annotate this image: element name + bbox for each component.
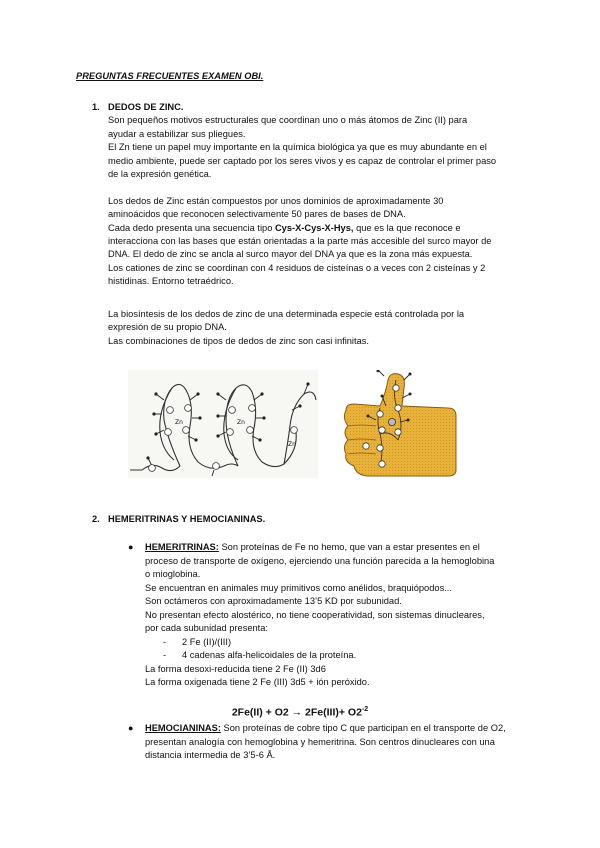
hemeritrinas-line: por cada subunidad presenta:	[145, 623, 269, 633]
zn-label: Zn	[237, 419, 245, 426]
reaction-equation	[0, 706, 600, 719]
section-2-heading: HEMERITRINAS Y HEMOCIANINAS.	[108, 514, 266, 524]
hemocianinas-first-line	[145, 722, 506, 735]
hemeritrinas-line: Son octámeros con aproximadamente 13’5 KD por subunidad.	[145, 596, 402, 606]
s1-p2-line: interacciona con las bases que están orientadas a la parte más accesible del surco mayor de	[108, 236, 492, 246]
s1-p1-line: de la expresión genética.	[108, 169, 212, 179]
section-2-number: 2.	[92, 514, 100, 524]
s1-p3-line: Las combinaciones de tipos de dedos de zinc son casi infinitas.	[108, 336, 369, 346]
s1-p3-line: expresión de su propio DNA.	[108, 322, 227, 332]
s1-p1-line: ayudar a estabilizar sus pliegues.	[108, 129, 246, 139]
hemocianinas-label: HEMOCIANINAS:	[145, 723, 221, 733]
equation-superscript: -2	[361, 706, 369, 713]
s1-p2-line: Los cationes de zinc se coordinan con 4 residuos de cisteínas o a veces con 2 cisteínas y 2	[108, 263, 486, 273]
zinc-finger-diagram	[128, 370, 318, 478]
hemeritrinas-after-line: La forma oxigenada tiene 2 Fe (III) 3d5 + ión peróxido.	[145, 677, 370, 687]
hemeritrinas-line: proceso de transporte de oxígeno, ejerciendo una función parecida a la hemoglobina	[145, 556, 495, 566]
hemeritrinas-text: Son proteínas de Fe no hemo, que van a estar presentes en el	[218, 542, 480, 552]
hemeritrinas-after-line: La forma desoxi-reducida tiene 2 Fe (II) 3d6	[145, 664, 326, 674]
s1-p2-line: DNA. El dedo de zinc se ancla al surco mayor del DNA ya que es la zona más expuesta.	[108, 249, 473, 259]
hemeritrinas-sub-item: 4 cadenas alfa-helicoidales de la proteína.	[182, 650, 357, 660]
s1-p2-line: Los dedos de Zinc están compuestos por unos dominios de aproximadamente 30	[108, 196, 444, 206]
hemeritrinas-label: HEMERITRINAS:	[145, 542, 219, 552]
zn-label: Zn	[175, 419, 183, 426]
seq-pre: Cada dedo presenta una secuencia tipo	[108, 223, 275, 233]
hemeritrinas-sub-item: 2 Fe (II)/(III)	[182, 637, 232, 647]
document-title: PREGUNTAS FRECUENTES EXAMEN OBI.	[76, 71, 264, 81]
s1-p2-line: aminoácidos que reconocen selectivamente 50 pares de bases de DNA.	[108, 209, 406, 219]
hemeritrinas-line: Se encuentran en animales muy primitivos como anélidos, braquiópodos...	[145, 583, 452, 593]
s1-p2-seq-line	[108, 222, 461, 235]
dash-icon: -	[163, 650, 167, 660]
seq-post: que es la que reconoce e	[353, 223, 461, 233]
section-1-heading: DEDOS DE ZINC.	[108, 102, 184, 112]
zn-label: Zn	[288, 441, 296, 448]
hemeritrinas-line: No presentan efecto alostérico, no tiene cooperatividad, son sistemas dinucleares,	[145, 610, 485, 620]
equation-text: 2Fe(II) + O2 → 2Fe(III)+ O2	[231, 706, 362, 719]
bullet-icon: ●	[128, 542, 134, 552]
s1-p2-line: histidinas. Entorno tetraédrico.	[108, 276, 234, 286]
bullet-icon: ●	[128, 723, 134, 733]
s1-p3-line: La biosíntesis de los dedos de zinc de una determinada especie está controlada por la	[108, 309, 465, 319]
zinc-finger-hand-illustration	[340, 370, 460, 478]
hemocianinas-text: Son proteínas de cobre tipo C que participan en el transporte de O2,	[220, 723, 506, 733]
dash-icon: -	[163, 637, 167, 647]
hemocianinas-line: distancia intermedia de 3’5-6 Å.	[145, 750, 276, 760]
section-1-number: 1.	[92, 102, 100, 112]
s1-p1-line: Son pequeños motivos estructurales que coordinan uno o más átomos de Zinc (II) para	[108, 115, 468, 125]
s1-p1-line: medio ambiente, puede ser captado por los seres vivos y es capaz de controlar el primer paso	[108, 156, 497, 166]
hemocianinas-line: presentan analogía con hemoglobina y hemeritrina. Son centros dinucleares con una	[145, 737, 495, 747]
hemeritrinas-first-line	[145, 541, 480, 554]
seq-bold: Cys-X-Cys-X-Hys,	[274, 223, 354, 233]
hemeritrinas-line: o mioglobina.	[145, 569, 201, 579]
s1-p1-line: El Zn tiene un papel muy importante en la química biológica ya que es muy abundante en el	[108, 142, 487, 152]
